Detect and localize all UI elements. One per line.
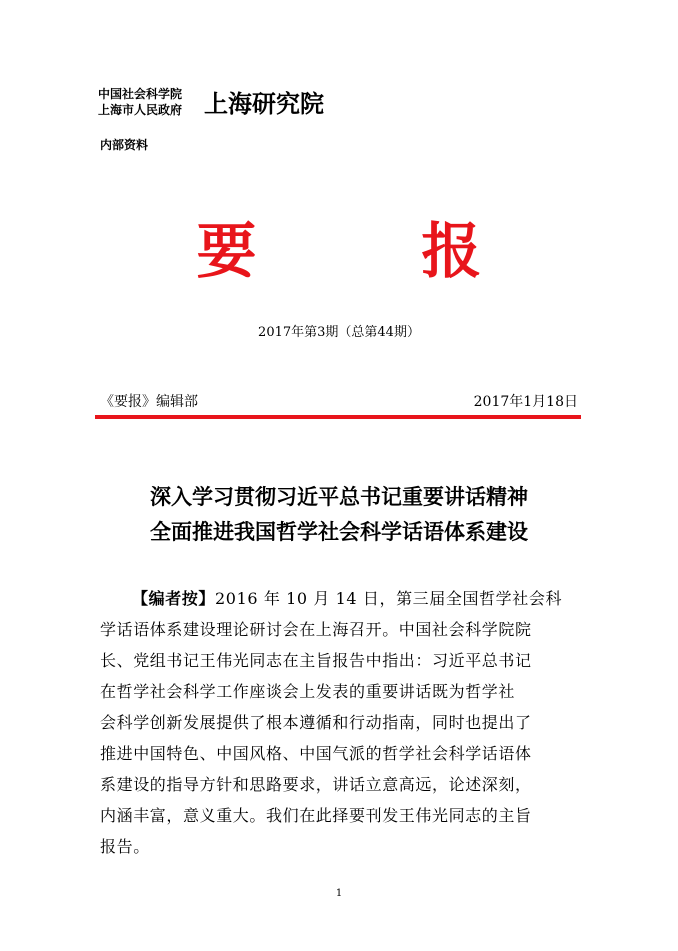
editor-note-line: 会科学创新发展提供了根本遵循和行动指南，同时也提出了 — [100, 713, 532, 732]
editor-note-lead: 【编者按】 — [132, 589, 216, 608]
editor-note-text: 2016 年 10 月 14 日，第三届全国哲学社会科 — [215, 589, 563, 608]
org-shanghai-government: 上海市人民政府 — [98, 103, 183, 117]
institute-name: 上海研究院 — [204, 89, 324, 118]
headline-line-2: 全面推进我国哲学社会科学话语体系建设 — [150, 519, 528, 544]
editor-note-line: 在哲学社会科学工作座谈会上发表的重要讲话既为哲学社 — [100, 682, 516, 701]
organization-names — [98, 86, 202, 118]
editor-note-line: 推进中国特色、中国风格、中国气派的哲学社会科学话语体 — [100, 744, 532, 763]
headline-line-1: 深入学习贯彻习近平总书记重要讲话精神 — [150, 484, 528, 509]
editorial-department: 《要报》编辑部 — [100, 394, 198, 410]
publication-date: 2017年1月18日 — [473, 394, 578, 410]
editor-note-line: 内涵丰富，意义重大。我们在此择要刊发王伟光同志的主旨 — [100, 806, 532, 825]
editor-note-line: 学话语体系建设理论研讨会在上海召开。中国社会科学院院 — [100, 620, 532, 639]
classification-label: 内部资料 — [100, 138, 149, 152]
editor-note-line: 长、党组书记王伟光同志在主旨报告中指出：习近平总书记 — [100, 651, 532, 670]
editor-note-line: 报告。 — [100, 837, 150, 856]
red-divider — [95, 415, 581, 419]
org-cass: 中国社会科学院 — [98, 87, 183, 101]
editor-note-line — [132, 588, 578, 610]
masthead-title: 要 报 — [196, 217, 554, 287]
issue-number: 2017年第3期（总第44期） — [258, 325, 420, 340]
page-number: 1 — [335, 888, 343, 899]
editor-note-line: 系建设的指导方针和思路要求，讲话立意高远，论述深刻， — [100, 775, 532, 794]
